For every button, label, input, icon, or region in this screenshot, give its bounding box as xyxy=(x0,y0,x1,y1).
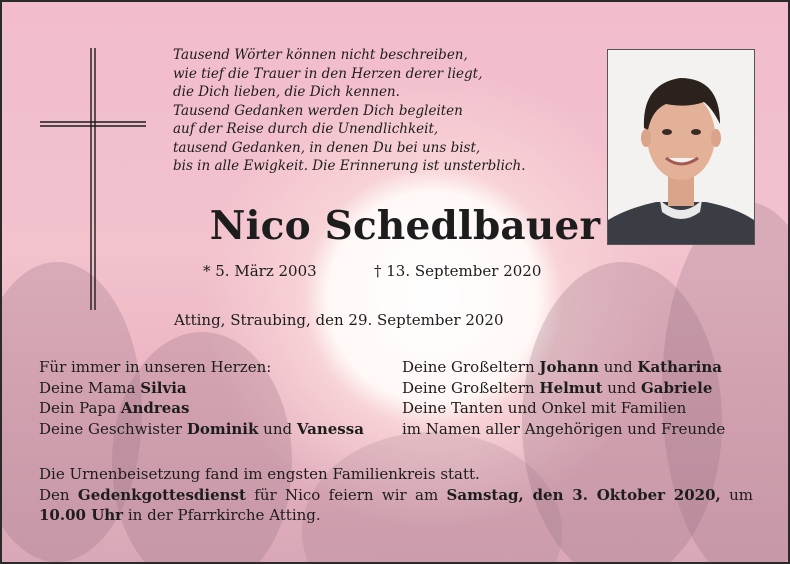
mourner-name: Dominik xyxy=(186,419,259,438)
mourner-text: Dein Papa xyxy=(39,399,121,417)
mourner-name: Katharina xyxy=(637,358,722,376)
funeral-line xyxy=(39,505,753,526)
funeral-highlight: Samstag, den 3. Oktober 2020, xyxy=(446,485,721,504)
mourners-left-column xyxy=(39,357,364,439)
mourner-text: im Namen aller Angehörigen und Freunde xyxy=(402,419,726,438)
funeral-highlight: Gedenkgottesdienst xyxy=(77,485,246,504)
mourner-name: Helmut xyxy=(539,378,603,397)
mourner-text: Deine Großeltern xyxy=(402,358,540,376)
mourner-line xyxy=(39,357,364,378)
poem-line: wie tief die Trauer in den Herzen derer liegt, xyxy=(173,65,483,82)
death-date: † 13. September 2020 xyxy=(374,262,542,280)
mourner-text: Für immer in unseren Herzen: xyxy=(39,358,272,376)
deceased-name: Nico Schedlbauer xyxy=(209,203,601,249)
mourner-text: und xyxy=(598,358,638,376)
mourner-line xyxy=(39,378,364,399)
mourner-name: Johann xyxy=(539,358,599,376)
mourner-line xyxy=(402,378,725,399)
mourner-text: Deine Geschwister xyxy=(39,419,187,438)
mourners-right-column xyxy=(402,357,725,439)
funeral-text: für Nico feiern wir am xyxy=(245,485,447,504)
birth-date: * 5. März 2003 xyxy=(203,262,317,280)
poem-line: tausend Gedanken, in denen Du bei uns bist, xyxy=(173,139,481,156)
funeral-highlight: 10.00 Uhr xyxy=(39,506,124,524)
mourner-line xyxy=(39,419,364,440)
place-and-date: Atting, Straubing, den 29. September 2020 xyxy=(174,311,504,329)
mourner-line xyxy=(402,398,725,419)
funeral-text: in der Pfarrkirche Atting. xyxy=(123,506,321,524)
mourner-name: Gabriele xyxy=(640,378,713,397)
mourner-name: Silvia xyxy=(140,378,187,397)
funeral-text: um xyxy=(720,485,753,504)
poem-line: Tausend Wörter können nicht beschreiben, xyxy=(173,47,468,63)
poem-line: auf der Reise durch die Unendlichkeit, xyxy=(173,121,439,137)
latin-cross-icon xyxy=(40,48,146,310)
mourner-line xyxy=(402,357,725,378)
mourner-text: Deine Tanten und Onkel mit Familien xyxy=(402,399,687,417)
funeral-notice xyxy=(39,464,753,526)
funeral-line: Die Urnenbeisetzung fand im engsten Familienkreis statt. xyxy=(39,465,480,483)
funeral-line xyxy=(39,485,753,506)
funeral-text: Den xyxy=(39,485,78,504)
mourner-name: Vanessa xyxy=(296,419,364,438)
mourner-name: Andreas xyxy=(120,399,190,417)
poem-line: Tausend Gedanken werden Dich begleiten xyxy=(173,102,463,119)
poem-line: bis in alle Ewigkeit. Die Erinnerung ist unsterblich. xyxy=(173,158,526,174)
mourner-text: und xyxy=(258,419,297,438)
mourner-text: Deine Mama xyxy=(39,378,141,397)
mourner-line xyxy=(39,398,364,419)
mourner-line xyxy=(402,419,725,440)
mourner-text: und xyxy=(602,378,641,397)
mourner-text: Deine Großeltern xyxy=(402,378,540,397)
memorial-poem xyxy=(173,46,593,176)
poem-line: die Dich lieben, die Dich kennen. xyxy=(173,84,400,100)
